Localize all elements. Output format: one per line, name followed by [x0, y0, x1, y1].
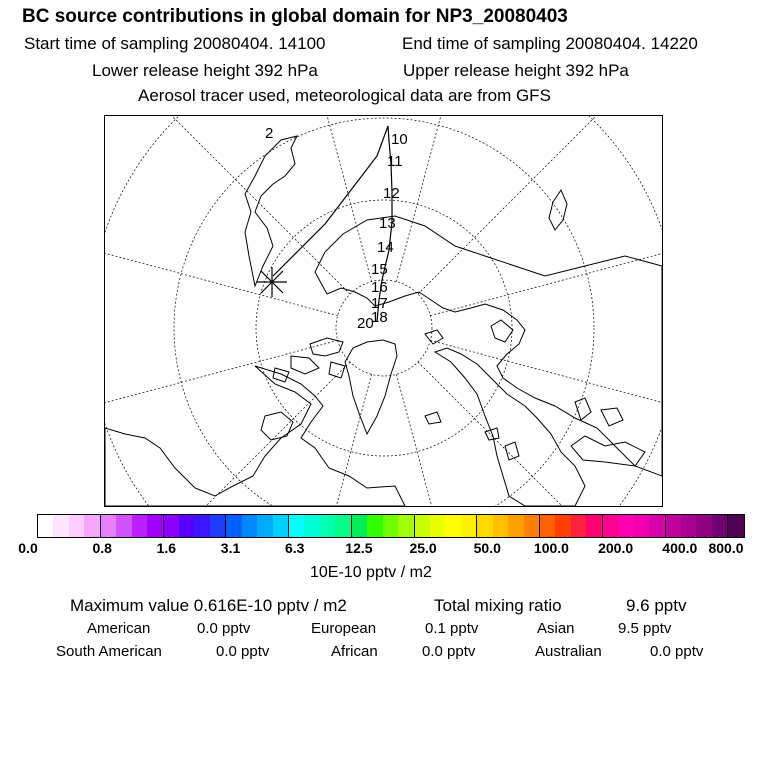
trajectory-labels [265, 125, 408, 332]
coastline-iceland [425, 412, 441, 424]
trajectory-hour-label: 10 [391, 131, 408, 148]
coastline-greenland [345, 340, 397, 434]
colorbar-units: 10E-10 pptv / m2 [310, 564, 432, 581]
upper-release-label: Upper release height 392 hPa [403, 61, 629, 80]
map-frame [104, 115, 663, 507]
coastline-north-america [105, 366, 405, 506]
meridian-line [430, 147, 662, 316]
meridian-line [418, 362, 662, 506]
colorbar-cell [116, 515, 131, 537]
trajectory-hour-label: 13 [379, 215, 396, 232]
meridian-line [203, 116, 372, 282]
colorbar-cell [414, 515, 430, 537]
colorbar-cell [147, 515, 162, 537]
maximum-value: Maximum value 0.616E-10 pptv / m2 [70, 596, 347, 615]
colorbar-cell [320, 515, 335, 537]
colorbar-cell [257, 515, 272, 537]
colorbar-cell [273, 515, 288, 537]
region-value: 0.0 pptv [197, 620, 251, 637]
total-mixing-ratio-value: 9.6 pptv [626, 596, 687, 615]
colorbar-tick-label: 200.0 [598, 540, 634, 556]
region-value: 0.0 pptv [216, 643, 270, 660]
asterisk-release-marker-icon [257, 267, 287, 297]
region-value: 0.0 pptv [422, 643, 476, 660]
colorbar-cell [194, 515, 209, 537]
colorbar-cell [508, 515, 523, 537]
colorbar-cell [649, 515, 664, 537]
colorbar-cell [618, 515, 633, 537]
end-time-label: End time of sampling 20080404. 14220 [402, 34, 698, 53]
region-name: American [87, 620, 151, 637]
colorbar-cell [696, 515, 711, 537]
meridian-line [418, 116, 662, 294]
coastline-europe [435, 348, 585, 506]
polar-map [105, 116, 662, 506]
meridian-line [396, 374, 565, 506]
plot-title: BC source contributions in global domain for NP3_20080403 [22, 6, 568, 27]
trajectory-hour-label: 17 [371, 295, 388, 312]
meridian-line [203, 374, 372, 506]
meridian-line [105, 147, 338, 316]
colorbar-cell [383, 515, 398, 537]
colorbar-cell [288, 515, 304, 537]
colorbar-cell [445, 515, 460, 537]
coastline-british-isles [485, 428, 519, 460]
colorbar-cell [335, 515, 350, 537]
colorbar-cell [524, 515, 539, 537]
colorbar-tick-label: 800.0 [708, 540, 744, 556]
colorbar-cell [304, 515, 319, 537]
colorbar-tick-label: 0.0 [18, 540, 38, 556]
colorbar-cell [539, 515, 555, 537]
trajectory-hour-label: 11 [387, 153, 403, 170]
trajectory-hour-label: 18 [371, 309, 388, 326]
colorbar-cell [132, 515, 147, 537]
colorbar-cell [634, 515, 649, 537]
colorbar-cell [727, 515, 743, 537]
colorbar-cell [179, 515, 194, 537]
region-name: African [331, 643, 378, 660]
trajectory-hour-label: 20 [357, 315, 374, 332]
colorbar-cell [242, 515, 257, 537]
region-name: South American [56, 643, 162, 660]
total-mixing-ratio-label: Total mixing ratio [434, 596, 562, 615]
coastline-caspian [575, 398, 591, 420]
meridian-line [396, 116, 565, 282]
region-value: 0.1 pptv [425, 620, 479, 637]
coastline-black-sea [601, 408, 623, 426]
colorbar-cell [602, 515, 618, 537]
trajectory-hour-label: 12 [383, 185, 400, 202]
colorbar-cell [69, 515, 84, 537]
region-name: Australian [535, 643, 602, 660]
colorbar-cell [225, 515, 241, 537]
colorbar-cell [586, 515, 601, 537]
colorbar-cell [461, 515, 476, 537]
coastline-mediterranean [571, 436, 645, 466]
colorbar-cell [712, 515, 727, 537]
colorbar-cell [398, 515, 413, 537]
trajectory-hour-label: 14 [377, 239, 394, 256]
colorbar-tick-label: 25.0 [409, 540, 437, 556]
region-value: 9.5 pptv [618, 620, 672, 637]
colorbar-tick-label: 100.0 [533, 540, 569, 556]
colorbar-cell [100, 515, 116, 537]
coastline-novaya-zemlya [491, 320, 513, 342]
meridian-line [430, 340, 662, 506]
coastline-hudson-bay [261, 412, 293, 440]
colorbar-cell [430, 515, 445, 537]
meridian-line [105, 362, 350, 506]
tracer-note: Aerosol tracer used, meteorological data are from GFS [138, 86, 551, 105]
colorbar-cell [367, 515, 382, 537]
trajectory-hour-label: 15 [371, 261, 388, 278]
colorbar-cell [476, 515, 492, 537]
region-name: Asian [537, 620, 575, 637]
coastline-siberia [315, 216, 662, 476]
colorbar-tick-label: 12.5 [345, 540, 373, 556]
colorbar-cell [351, 515, 367, 537]
colorbar-cell [163, 515, 179, 537]
start-time-label: Start time of sampling 20080404. 14100 [24, 34, 326, 53]
colorbar-cell [493, 515, 508, 537]
trajectory-hour-label: 16 [371, 279, 388, 296]
colorbar-cell [53, 515, 68, 537]
colorbar-cell [210, 515, 225, 537]
region-value: 0.0 pptv [650, 643, 704, 660]
colorbar-tick-label: 400.0 [662, 540, 698, 556]
coastline-svalbard [425, 330, 443, 344]
trajectory-hour-label: 2 [265, 125, 274, 142]
colorbar-cell [84, 515, 99, 537]
colorbar [37, 514, 745, 538]
colorbar-tick-label: 0.8 [92, 540, 112, 556]
colorbar-tick-label: 3.1 [220, 540, 241, 556]
colorbar-tick-label: 50.0 [473, 540, 501, 556]
colorbar-cell [38, 515, 53, 537]
region-name: European [311, 620, 377, 637]
colorbar-cell [681, 515, 696, 537]
lower-release-label: Lower release height 392 hPa [92, 61, 318, 80]
meridian-line [105, 340, 338, 506]
meridian-line [105, 116, 350, 294]
colorbar-tick-label: 1.6 [156, 540, 177, 556]
colorbar-tick-label: 6.3 [284, 540, 305, 556]
colorbar-cell [571, 515, 586, 537]
coastline-alaska [245, 136, 297, 286]
colorbar-cell [665, 515, 681, 537]
colorbar-cell [555, 515, 570, 537]
